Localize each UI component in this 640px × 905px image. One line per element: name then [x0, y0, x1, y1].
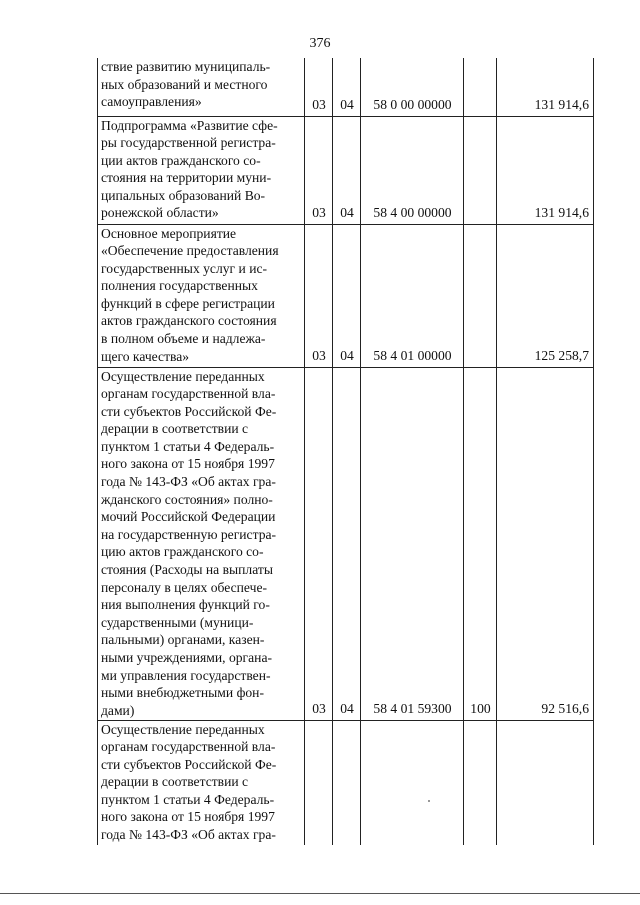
section-code: 03 — [305, 58, 333, 116]
row-description: ствие развитию муниципаль- ных образований и местного самоуправления» — [98, 58, 305, 116]
page-number: 376 — [309, 36, 331, 51]
subsection-code — [333, 720, 361, 845]
amount: 131 914,6 — [497, 58, 594, 116]
row-description: Основное мероприятие «Обеспечение предоставления государственных услуг и ис- полнения государственных функций в сфере регистрации актов гражданского состояния в полном объеме и надлежа- щего качества» — [98, 224, 305, 367]
subsection-code: 04 — [333, 58, 361, 116]
table-row — [98, 116, 594, 224]
expense-type-code — [464, 58, 497, 116]
section-code: 03 — [305, 224, 333, 367]
table-row — [98, 224, 594, 367]
row-description: Подпрограмма «Развитие сфе- ры государственной регистра- ции актов гражданского со- стояния на территории муни- ципальных образований Во- ронежской области» — [98, 116, 305, 224]
expense-type-code — [464, 224, 497, 367]
target-article-code: 58 4 01 59300 — [361, 367, 464, 720]
page-bottom-edge — [0, 893, 640, 894]
table-row — [98, 720, 594, 845]
amount: 131 914,6 — [497, 116, 594, 224]
target-article-code: 58 4 01 00000 — [361, 224, 464, 367]
amount: 92 516,6 — [497, 367, 594, 720]
expense-type-code: 100 — [464, 367, 497, 720]
expense-type-code — [464, 116, 497, 224]
table-row — [98, 367, 594, 720]
section-code — [305, 720, 333, 845]
row-description: Осуществление переданных органам государственной вла- сти субъектов Российской Фе- дерации в соответствии с пунктом 1 статьи 4 Федераль- ного закона от 15 ноября 1997 года № 143-ФЗ «Об актах гра- — [98, 720, 305, 845]
amount: 125 258,7 — [497, 224, 594, 367]
budget-table — [97, 58, 594, 845]
section-code: 03 — [305, 367, 333, 720]
table-row — [98, 58, 594, 116]
row-description: Осуществление переданных органам государственной вла- сти субъектов Российской Фе- дерации в соответствии с пунктом 1 статьи 4 Федераль- ного закона от 15 ноября 1997 года № 143-ФЗ «Об актах гра- жданского состояния» полно- мочий Российской Федерации на государственную регистра- цию актов гражданского со- стояния (Расходы на выплаты персоналу в целях обеспече- ния выполнения функций го- сударственными (муници- пальными) органами, казен- ными учреждениями, органа- ми управления государствен- ными внебюджетными фон- дами) — [98, 367, 305, 720]
scan-speck — [428, 800, 430, 802]
target-article-code: 58 0 00 00000 — [361, 58, 464, 116]
subsection-code: 04 — [333, 367, 361, 720]
amount — [497, 720, 594, 845]
target-article-code — [361, 720, 464, 845]
expense-type-code — [464, 720, 497, 845]
target-article-code: 58 4 00 00000 — [361, 116, 464, 224]
subsection-code: 04 — [333, 116, 361, 224]
subsection-code: 04 — [333, 224, 361, 367]
section-code: 03 — [305, 116, 333, 224]
